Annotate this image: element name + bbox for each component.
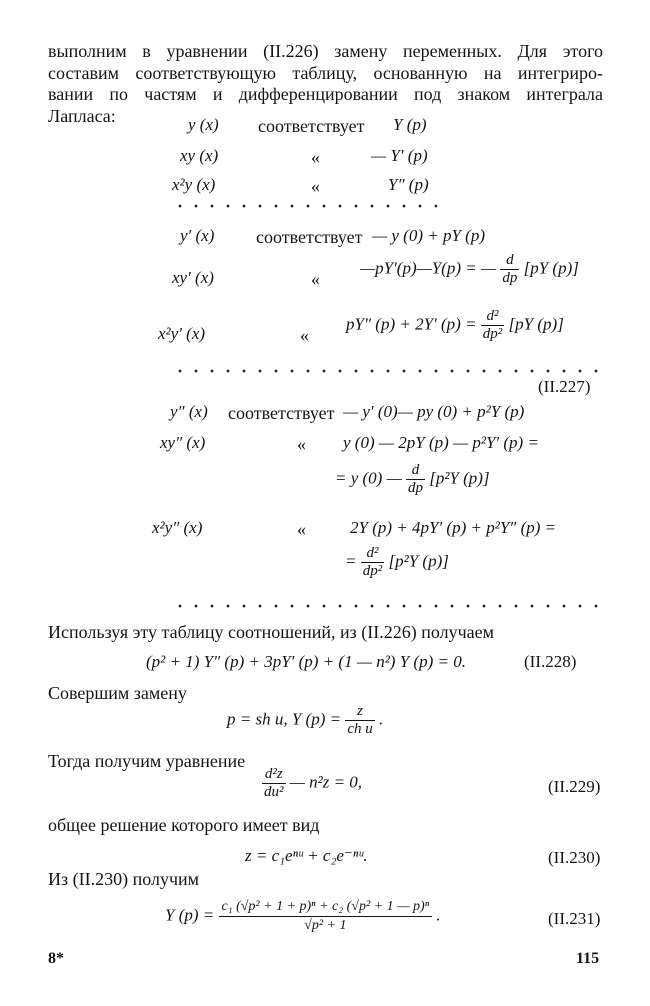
row9-left: x²y″ (x) bbox=[152, 518, 203, 537]
row8-ditto: « bbox=[297, 434, 306, 454]
dots-row-3 bbox=[172, 604, 604, 608]
eq-231 bbox=[165, 898, 441, 935]
text-from-230: Из (II.230) получим bbox=[48, 869, 200, 889]
row8b-right bbox=[335, 462, 490, 497]
row2-right: — Y′ (p) bbox=[371, 146, 428, 165]
eq-substitution bbox=[227, 703, 383, 738]
row6-expr-a: pY″ (p) + 2Y′ (p) = bbox=[346, 314, 477, 334]
subst-frac-num: z bbox=[357, 703, 363, 719]
row2-ditto: « bbox=[311, 147, 320, 167]
row4-right: — y (0) + pY (p) bbox=[372, 226, 485, 245]
row9b-frac-num: d² bbox=[366, 545, 379, 561]
row3-ditto: « bbox=[311, 176, 320, 196]
eq-label-228: (II.228) bbox=[524, 652, 577, 671]
subst-fraction bbox=[345, 703, 374, 738]
eq231-end: . bbox=[436, 905, 441, 925]
row5-ditto: « bbox=[311, 269, 320, 289]
row5-fraction bbox=[500, 252, 519, 287]
row9b-fraction bbox=[361, 545, 385, 580]
dots-row-2 bbox=[172, 369, 604, 373]
row8b-frac-num: d bbox=[411, 462, 420, 478]
eq-label-231: (II.231) bbox=[548, 909, 601, 928]
row5-left: xy′ (x) bbox=[172, 268, 214, 287]
row4-word: соответствует bbox=[256, 227, 363, 247]
intro-line-2: составим соответствующую таблицу, основанную на интегриро- bbox=[48, 62, 603, 83]
row5-expr-a: —pY′(p)—Y(p) = — bbox=[360, 258, 497, 278]
row5-right bbox=[360, 252, 579, 287]
row6-frac-num: d² bbox=[486, 308, 499, 324]
row2-left: xy (x) bbox=[180, 146, 219, 165]
text-substitution: Совершим замену bbox=[48, 683, 187, 703]
eq229-frac-den: du² bbox=[264, 784, 284, 800]
eq-229 bbox=[262, 766, 362, 801]
eq229-expr-b: — n²z = 0, bbox=[289, 772, 363, 792]
text-then-equation: Тогда получим уравнение bbox=[48, 751, 246, 771]
eq229-frac-num: d²z bbox=[264, 766, 283, 782]
eq229-fraction bbox=[262, 766, 286, 801]
eq-230: z = c₁eⁿᵘ + c₂e⁻ⁿᵘ. bbox=[245, 846, 368, 865]
row6-frac-den: dp² bbox=[482, 326, 503, 342]
dots-row-1 bbox=[172, 204, 437, 208]
eq231-frac-num: c₁ (√p² + 1 + p)ⁿ + c₂ (√p² + 1 — p)ⁿ bbox=[221, 899, 430, 914]
row1-right: Y (p) bbox=[393, 115, 427, 134]
row6-fraction bbox=[481, 308, 505, 343]
row5-frac-den: dp bbox=[502, 270, 518, 286]
intro-line-3: вании по частям и дифференцировании под знаком интеграла bbox=[48, 84, 603, 104]
row4-left: y′ (x) bbox=[180, 226, 215, 245]
row7-word: соответствует bbox=[228, 403, 335, 423]
row8b-expr-b: [p²Y (p)] bbox=[429, 468, 490, 488]
row1-left: y (x) bbox=[188, 115, 219, 134]
row6-right bbox=[346, 308, 564, 343]
row8-left: xy″ (x) bbox=[160, 433, 206, 452]
row6-ditto: « bbox=[300, 325, 309, 345]
row8b-fraction bbox=[406, 462, 425, 497]
eq-228: (p² + 1) Y″ (p) + 3pY′ (p) + (1 — n²) Y (p) = 0. bbox=[146, 652, 466, 671]
row5-frac-num: d bbox=[506, 252, 514, 268]
eq-label-229: (II.229) bbox=[548, 777, 601, 796]
text-general-solution: общее решение которого имеет вид bbox=[48, 815, 320, 835]
row9b-frac-den: dp² bbox=[362, 563, 383, 579]
eq231-frac-den: √p² + 1 bbox=[219, 916, 433, 935]
eq231-left: Y (p) = bbox=[165, 905, 215, 925]
row8b-expr-a: = y (0) — bbox=[335, 468, 402, 488]
row9-right: 2Y (p) + 4pY′ (p) + p²Y″ (p) = bbox=[350, 518, 557, 537]
row5-expr-b: [pY (p)] bbox=[523, 258, 579, 278]
row3-left: x²y (x) bbox=[172, 175, 216, 194]
row7-right: — y′ (0)— py (0) + p²Y (p) bbox=[343, 402, 525, 421]
page-number: 115 bbox=[576, 950, 600, 967]
signature-mark: 8* bbox=[48, 950, 64, 967]
row8-right: y (0) — 2pY (p) — p²Y′ (p) = bbox=[343, 433, 539, 452]
row9b-right bbox=[345, 545, 449, 580]
row9b-expr-a: = bbox=[345, 551, 357, 571]
intro-line-4: Лапласа: bbox=[48, 105, 116, 126]
eq-label-230: (II.230) bbox=[548, 848, 601, 867]
subst-frac-den: ch u bbox=[347, 721, 373, 737]
subst-expr-b: . bbox=[379, 709, 384, 729]
subst-expr-a: p = sh u, Y (p) = bbox=[227, 709, 342, 729]
row3-right: Y″ (p) bbox=[388, 175, 429, 194]
row9b-expr-b: [p²Y (p)] bbox=[388, 551, 449, 571]
row7-left: y″ (x) bbox=[170, 402, 208, 421]
row6-expr-b: [pY (p)] bbox=[508, 314, 564, 334]
intro-line-1: выполним в уравнении (II.226) замену переменных. Для этого bbox=[48, 41, 603, 61]
row6-left: x²y′ (x) bbox=[158, 324, 206, 343]
row9-ditto: « bbox=[297, 519, 306, 539]
text-using-table: Используя эту таблицу соотношений, из (II.226) получаем bbox=[48, 622, 495, 642]
eq231-fraction bbox=[219, 898, 433, 935]
row1-word: соответствует bbox=[258, 116, 365, 136]
row8b-frac-den: dp bbox=[407, 480, 423, 496]
eq-label-227: (II.227) bbox=[538, 377, 591, 396]
